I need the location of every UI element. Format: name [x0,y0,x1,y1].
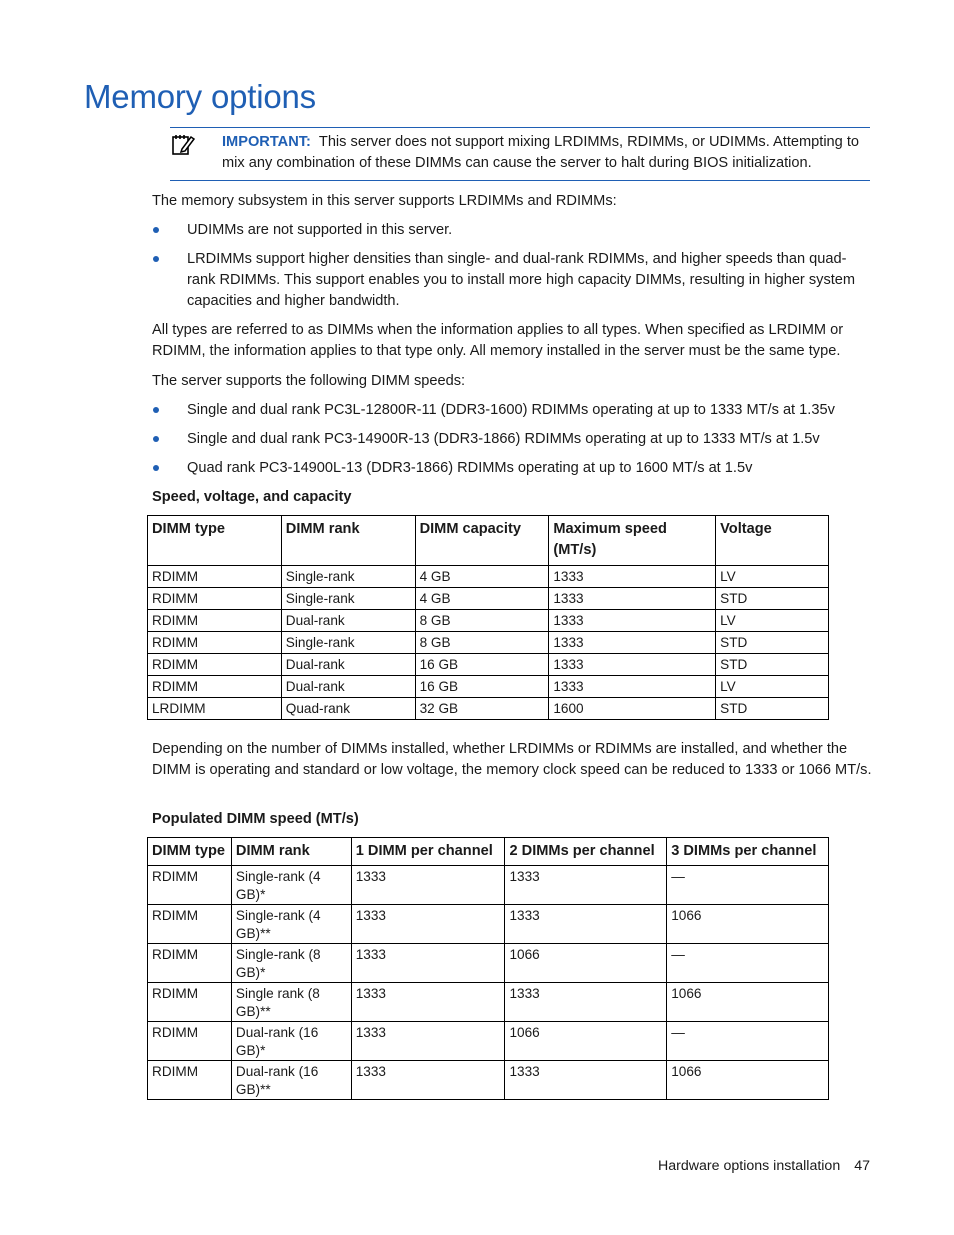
table-cell: 1066 [505,944,667,983]
column-header: 1 DIMM per channel [351,838,505,866]
table-cell: — [667,866,829,905]
bullet-dot-icon [153,436,159,442]
bullet-text: UDIMMs are not supported in this server. [187,222,453,238]
table-cell: LV [716,610,829,632]
table-cell: 4 GB [415,566,549,588]
table-cell: LRDIMM [148,698,282,720]
table-cell: Single-rank [281,566,415,588]
bullet-text: Quad rank PC3-14900L-13 (DDR3-1866) RDIMMs operating at up to 1600 MT/s at 1.5v [187,460,753,476]
table-cell: RDIMM [148,632,282,654]
table-cell: 1333 [505,866,667,905]
table-row [148,632,829,654]
depending-paragraph: Depending on the number of DIMMs installed, whether LRDIMMs or RDIMMs are installed, and whether the DIMM is operating and standard or low voltage, the memory clock speed can be reduced to 1333 or 1066 MT/s. [152,741,872,778]
column-header: Maximum speed (MT/s) [549,516,716,566]
table-cell: LV [716,676,829,698]
table-cell: RDIMM [148,944,232,983]
important-label: IMPORTANT: [222,134,311,150]
table-cell: 1600 [549,698,716,720]
table-cell: RDIMM [148,588,282,610]
column-header: DIMM rank [281,516,415,566]
page-title: Memory options [84,78,316,115]
table-cell: STD [716,632,829,654]
important-body: This server does not support mixing LRDIMMs, RDIMMs, or UDIMMs. Attempting to mix any combination of these DIMMs can cause the server to halt during BIOS initialization. [222,134,860,171]
table-cell: 16 GB [415,654,549,676]
list-item [152,400,872,421]
page-footer [658,1158,870,1174]
table-row [148,905,829,944]
table-cell: 8 GB [415,610,549,632]
table-cell: RDIMM [148,610,282,632]
table-cell: Dual-rank [281,610,415,632]
column-header: 3 DIMMs per channel [667,838,829,866]
table-cell: STD [716,698,829,720]
bullet-text: LRDIMMs support higher densities than single- and dual-rank RDIMMs, and higher speeds than quad-rank RDIMMs. This support enables you to install more high capacity DIMMs, resulting in higher system capacities and higher bandwidth. [187,251,856,309]
column-header: Voltage [716,516,829,566]
table-cell: Dual-rank [281,654,415,676]
table-row [148,1022,829,1061]
table-cell: 1066 [667,905,829,944]
table-cell: RDIMM [148,654,282,676]
table-header-row [148,838,829,866]
speeds-intro: The server supports the following DIMM speeds: [152,373,466,389]
table-cell: 1333 [351,866,505,905]
table-cell: 16 GB [415,676,549,698]
table-cell: Dual-rank (16 GB)** [231,1061,351,1100]
table-cell: RDIMM [148,1022,232,1061]
list-item [152,458,872,479]
table-row [148,588,829,610]
column-header: 2 DIMMs per channel [505,838,667,866]
table-cell: 1333 [505,1061,667,1100]
notepad-pencil-icon [170,132,196,163]
table-cell: RDIMM [148,866,232,905]
table-row [148,983,829,1022]
table-cell: 1066 [505,1022,667,1061]
table-cell: 1333 [549,654,716,676]
list-item [152,249,872,312]
types-paragraph: All types are referred to as DIMMs when the information applies to all types. When specified as LRDIMM or RDIMM, the information applies to that type only. All memory installed in the server must be the same type. [152,322,844,359]
table-cell: 1333 [549,676,716,698]
table-cell: 1066 [667,1061,829,1100]
table-cell: STD [716,654,829,676]
table-cell: 1333 [351,905,505,944]
table-row [148,866,829,905]
table-cell: RDIMM [148,905,232,944]
table-cell: RDIMM [148,566,282,588]
column-header: DIMM type [148,838,232,866]
table-row [148,676,829,698]
table2-caption: Populated DIMM speed (MT/s) [152,811,359,827]
table-cell: 1333 [505,983,667,1022]
table-row [148,610,829,632]
important-text [222,132,868,174]
table-cell: LV [716,566,829,588]
table-cell: Single-rank (4 GB)* [231,866,351,905]
table1-caption: Speed, voltage, and capacity [152,489,352,505]
table-header-row [148,516,829,566]
table-cell: Single rank (8 GB)** [231,983,351,1022]
speed-bullet-list [152,400,872,479]
bullet-dot-icon [153,465,159,471]
table-cell: RDIMM [148,676,282,698]
bullet-dot-icon [153,256,159,262]
table-cell: RDIMM [148,1061,232,1100]
footer-section-title: Hardware options installation [658,1158,841,1174]
column-header: DIMM rank [231,838,351,866]
memory-intro: The memory subsystem in this server supports LRDIMMs and RDIMMs: [152,193,617,209]
table-row [148,1061,829,1100]
table-cell: — [667,1022,829,1061]
column-header: DIMM capacity [415,516,549,566]
table-cell: Quad-rank [281,698,415,720]
bullet-dot-icon [153,227,159,233]
table-cell: Single-rank (4 GB)** [231,905,351,944]
table-cell: 1333 [549,566,716,588]
table-cell: Single-rank [281,632,415,654]
page-number: 47 [854,1158,870,1174]
list-item [152,220,872,241]
intro-bullet-list [152,220,872,312]
table-cell: Dual-rank (16 GB)* [231,1022,351,1061]
table-cell: Single-rank (8 GB)* [231,944,351,983]
table-row [148,944,829,983]
bullet-dot-icon [153,407,159,413]
bullet-text: Single and dual rank PC3L-12800R-11 (DDR3-1600) RDIMMs operating at up to 1333 MT/s at 1.35v [187,402,835,418]
populated-dimm-speed-table [147,837,829,1100]
table-cell: 4 GB [415,588,549,610]
table-cell: 1333 [351,944,505,983]
table-cell: 1333 [549,632,716,654]
bullet-text: Single and dual rank PC3-14900R-13 (DDR3-1866) RDIMMs operating at up to 1333 MT/s at 1.5v [187,431,820,447]
column-header: DIMM type [148,516,282,566]
table-cell: 1333 [351,1061,505,1100]
table-cell: STD [716,588,829,610]
speed-voltage-capacity-table [147,515,829,720]
table-cell: RDIMM [148,983,232,1022]
table-cell: 1066 [667,983,829,1022]
important-note [170,127,870,181]
table-cell: 1333 [505,905,667,944]
table-row [148,566,829,588]
table-cell: 1333 [351,1022,505,1061]
table-cell: 8 GB [415,632,549,654]
table-cell: — [667,944,829,983]
table-cell: Dual-rank [281,676,415,698]
table-cell: 1333 [549,588,716,610]
table-row [148,654,829,676]
table-cell: 1333 [351,983,505,1022]
table-row [148,698,829,720]
table-cell: 32 GB [415,698,549,720]
table-cell: 1333 [549,610,716,632]
list-item [152,429,872,450]
table-cell: Single-rank [281,588,415,610]
